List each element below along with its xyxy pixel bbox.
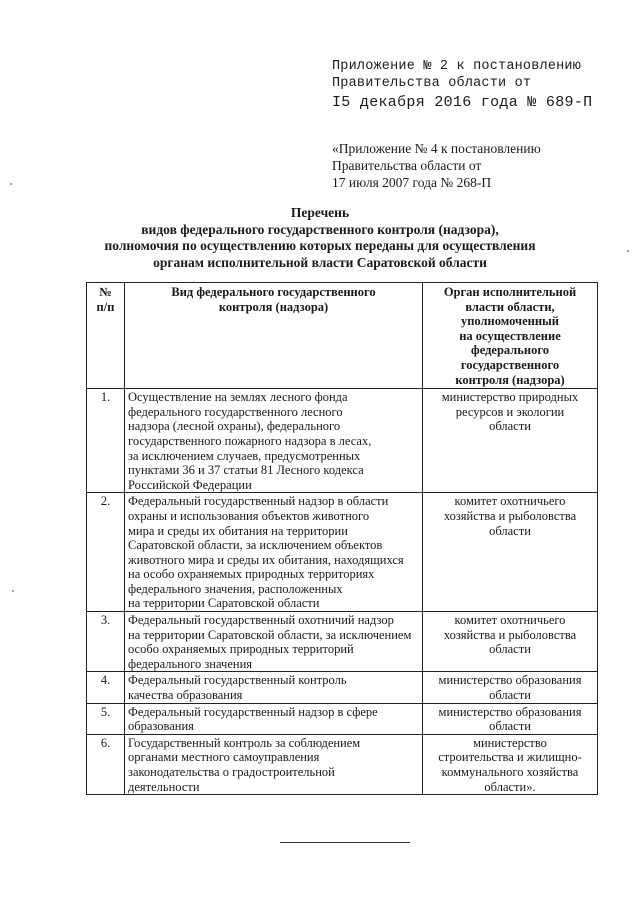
original-annex-header-line-3: 17 июля 2007 года № 268-П xyxy=(332,175,492,190)
authority-cell: комитет охотничьего хозяйства и рыболовства области xyxy=(423,493,598,612)
table-row xyxy=(87,703,598,734)
authority-cell: министерство строительства и жилищно- коммунального хозяйства области». xyxy=(423,734,598,794)
control-type-cell: Федеральный государственный охотничий надзор на территории Саратовской области, за исключением особо охраняемых природных территорий федерального значения xyxy=(125,612,423,672)
row-number: 6. xyxy=(87,734,125,794)
title-line-2: видов федерального государственного контроля (надзора), xyxy=(141,221,499,237)
table-row xyxy=(87,493,598,612)
header-num: № п/п xyxy=(87,283,125,389)
scan-speck xyxy=(627,250,629,252)
authority-cell: министерство образования области xyxy=(423,703,598,734)
authority-cell: министерство природных ресурсов и экологии области xyxy=(423,389,598,493)
control-type-cell: Государственный контроль за соблюдением органами местного самоуправления законодательства о градостроительной деятельности xyxy=(125,734,423,794)
original-annex-header-line-1: «Приложение № 4 к постановлению xyxy=(332,141,541,156)
authority-cell: комитет охотничьего хозяйства и рыболовства области xyxy=(423,612,598,672)
header-control-type: Вид федерального государственного контроля (надзора) xyxy=(125,283,423,389)
original-annex-header-line-2: Правительства области от xyxy=(332,158,482,173)
row-number: 1. xyxy=(87,389,125,493)
control-type-cell: Федеральный государственный надзор в сфере образования xyxy=(125,703,423,734)
closing-rule xyxy=(280,842,410,843)
scan-speck xyxy=(10,183,12,185)
title-line-1: Перечень xyxy=(290,205,350,220)
row-number: 2. xyxy=(87,493,125,612)
title-line-4: органам исполнительной власти Саратовской области xyxy=(153,254,487,270)
header-authority: Орган исполнительной власти области, уполномоченный на осуществление федерального государственного контроля (надзора) xyxy=(423,283,598,389)
control-type-cell: Осуществление на землях лесного фонда федерального государственного лесного надзора (лесной охраны), федерального государственного пожарного надзора в лесах, за исключением случаев, предусмотренных пунктами 36 и 37 статьи 81 Лесного кодекса Российской Федерации xyxy=(125,389,423,493)
control-type-cell: Федеральный государственный контроль качества образования xyxy=(125,672,423,703)
table-row xyxy=(87,672,598,703)
table-header-row xyxy=(87,283,598,389)
annex-header-line-2: Правительства области от xyxy=(332,76,532,91)
original-annex-header xyxy=(332,140,622,191)
table-row xyxy=(87,734,598,794)
control-type-cell: Федеральный государственный надзор в области охраны и использования объектов животного мира и среды их обитания на территории Саратовской области, за исключением объектов животного мира и среды их обитания, находящихся на особо охраняемых природных территориях федерального значения, расположенных на территории Саратовской области xyxy=(125,493,423,612)
document-title xyxy=(60,205,580,271)
annex-header-line-1: Приложение № 2 к постановлению xyxy=(332,59,582,74)
annex-header xyxy=(332,58,622,111)
row-number: 3. xyxy=(87,612,125,672)
title-line-3: полномочия по осуществлению которых переданы для осуществления xyxy=(104,238,536,253)
row-number: 5. xyxy=(87,703,125,734)
table-row xyxy=(87,612,598,672)
scan-speck xyxy=(12,590,14,592)
row-number: 4. xyxy=(87,672,125,703)
table-row xyxy=(87,389,598,493)
authority-cell: министерство образования области xyxy=(423,672,598,703)
control-types-table xyxy=(86,282,598,795)
annex-header-date: I5 декабря 2016 года № 689-П xyxy=(332,94,593,111)
